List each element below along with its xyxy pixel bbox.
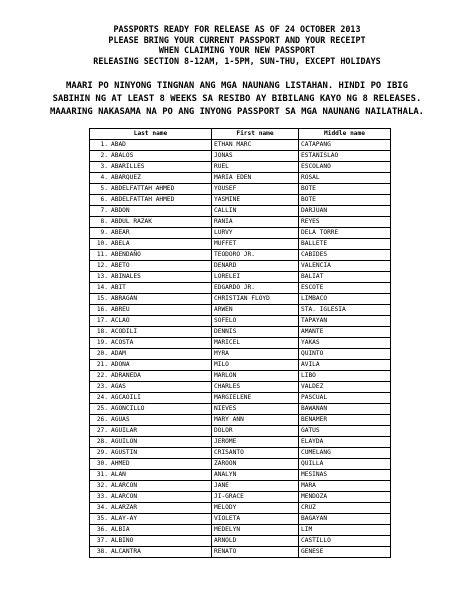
- last-name: ABAD: [111, 141, 126, 148]
- last-name-cell: [90, 514, 212, 525]
- first-name-cell: RUEL: [212, 162, 299, 173]
- first-name-cell: JONAS: [212, 151, 299, 162]
- last-name: ALBIA: [111, 526, 130, 533]
- table-row: [90, 349, 391, 360]
- table-row: [90, 470, 391, 481]
- last-name-cell: [90, 162, 212, 173]
- table-row: [90, 305, 391, 316]
- last-name: ABENDAÑO: [111, 251, 141, 258]
- first-name-cell: YOUSEF: [212, 184, 299, 195]
- middle-name-cell: LIM: [299, 525, 391, 536]
- last-name-cell: [90, 360, 212, 371]
- last-name: AGUAS: [111, 416, 130, 423]
- last-name: ADRANEDA: [111, 372, 141, 379]
- table-row: [90, 360, 391, 371]
- middle-name-cell: BOTE: [299, 184, 391, 195]
- first-name-cell: CHRISTIAN FLOYD: [212, 294, 299, 305]
- last-name: ALCANTRA: [111, 548, 141, 555]
- row-number: 30.: [96, 460, 108, 467]
- middle-name-cell: CUMELANG: [299, 448, 391, 459]
- last-name-cell: [90, 448, 212, 459]
- row-number: 1.: [100, 141, 108, 148]
- last-name: ABELA: [111, 240, 130, 247]
- last-name-cell: [90, 140, 212, 151]
- row-number: 2.: [100, 152, 108, 159]
- row-number: 36.: [96, 526, 108, 533]
- row-number: 7.: [100, 207, 108, 214]
- table-row: [90, 272, 391, 283]
- middle-name-cell: DELA TORRE: [299, 228, 391, 239]
- header-line-2: PLEASE BRING YOUR CURRENT PASSPORT AND YOUR RECEIPT: [108, 34, 366, 45]
- last-name-cell: [90, 404, 212, 415]
- last-name-cell: [90, 503, 212, 514]
- row-number: 34.: [96, 504, 108, 511]
- row-number: 20.: [96, 350, 108, 357]
- last-name-cell: [90, 151, 212, 162]
- last-name-cell: [90, 217, 212, 228]
- release-header: [0, 24, 474, 66]
- last-name: ABINALES: [111, 273, 141, 280]
- table-row: [90, 294, 391, 305]
- table-row: [90, 250, 391, 261]
- last-name: ABARQUEZ: [111, 174, 141, 181]
- first-name-cell: JANE: [212, 481, 299, 492]
- row-number: 29.: [96, 449, 108, 456]
- row-number: 12.: [96, 262, 108, 269]
- last-name: ABALOS: [111, 152, 134, 159]
- middle-name-cell: ELAYDA: [299, 437, 391, 448]
- last-name-cell: [90, 426, 212, 437]
- row-number: 32.: [96, 482, 108, 489]
- first-name-cell: MUFFET: [212, 239, 299, 250]
- table-row: [90, 162, 391, 173]
- row-number: 16.: [96, 306, 108, 313]
- row-number: 23.: [96, 383, 108, 390]
- row-number: 38.: [96, 548, 108, 555]
- first-name-cell: MARGIELENE: [212, 393, 299, 404]
- last-name: AGCAOILI: [111, 394, 141, 401]
- last-name-cell: [90, 437, 212, 448]
- first-name-cell: ETHAN MARC: [212, 140, 299, 151]
- first-name-cell: JEROME: [212, 437, 299, 448]
- last-name-cell: [90, 393, 212, 404]
- row-number: 4.: [100, 174, 108, 181]
- first-name-cell: MARY ANN: [212, 415, 299, 426]
- last-name: AGONCILLO: [111, 405, 145, 412]
- table-row: [90, 448, 391, 459]
- first-name-cell: MARICEL: [212, 338, 299, 349]
- row-number: 28.: [96, 438, 108, 445]
- table-row: [90, 316, 391, 327]
- table-row: [90, 404, 391, 415]
- first-name-cell: RANIA: [212, 217, 299, 228]
- first-name-cell: DENNIS: [212, 327, 299, 338]
- last-name-cell: [90, 261, 212, 272]
- last-name: ABRAGAN: [111, 295, 138, 302]
- last-name-cell: [90, 283, 212, 294]
- last-name-cell: [90, 481, 212, 492]
- last-name-cell: [90, 349, 212, 360]
- first-name-cell: ARNOLD: [212, 536, 299, 547]
- last-name-cell: [90, 338, 212, 349]
- table-row: [90, 184, 391, 195]
- last-name-cell: [90, 316, 212, 327]
- middle-name-cell: BAGAYAN: [299, 514, 391, 525]
- middle-name-cell: MARA: [299, 481, 391, 492]
- middle-name-cell: QUINTO: [299, 349, 391, 360]
- header-line-1: PASSPORTS READY FOR RELEASE AS OF 24 OCTOBER 2013: [113, 24, 361, 34]
- table-row: [90, 338, 391, 349]
- table-row: [90, 514, 391, 525]
- middle-name-cell: QUILLA: [299, 459, 391, 470]
- middle-name-cell: CRUZ: [299, 503, 391, 514]
- row-number: 14.: [96, 284, 108, 291]
- notice-line-2: SABIHIN NG AT LEAST 8 WEEKS SA RESIBO AY BIBILANG KAYO NG 8 RELEASES.: [52, 94, 422, 105]
- row-number: 5.: [100, 185, 108, 192]
- table-row: [90, 228, 391, 239]
- middle-name-cell: BENAMER: [299, 415, 391, 426]
- last-name-cell: [90, 250, 212, 261]
- passport-list-table: [89, 128, 391, 558]
- middle-name-cell: TAPAYAN: [299, 316, 391, 327]
- row-number: 15.: [96, 295, 108, 302]
- table-row: [90, 437, 391, 448]
- first-name-cell: JI-GRACE: [212, 492, 299, 503]
- table-row: [90, 503, 391, 514]
- last-name: ABETO: [111, 262, 130, 269]
- middle-name-cell: BOTE: [299, 195, 391, 206]
- middle-name-cell: MESINAS: [299, 470, 391, 481]
- first-name-cell: ZAROON: [212, 459, 299, 470]
- last-name-cell: [90, 294, 212, 305]
- table-row: [90, 140, 391, 151]
- last-name-cell: [90, 382, 212, 393]
- first-name-cell: MARLON: [212, 371, 299, 382]
- last-name-cell: [90, 470, 212, 481]
- middle-name-cell: MENDOZA: [299, 492, 391, 503]
- middle-name-cell: GENESE: [299, 547, 391, 558]
- table-row: [90, 536, 391, 547]
- table-row: [90, 371, 391, 382]
- first-name-cell: MILO: [212, 360, 299, 371]
- table-row: [90, 492, 391, 503]
- middle-name-cell: AMANTE: [299, 327, 391, 338]
- first-name-cell: LORELEI: [212, 272, 299, 283]
- row-number: 25.: [96, 405, 108, 412]
- first-name-cell: NIEVES: [212, 404, 299, 415]
- last-name: ABDELFATTAH AHMED: [111, 185, 175, 192]
- first-name-cell: DENARD: [212, 261, 299, 272]
- row-number: 10.: [96, 240, 108, 247]
- table-row: [90, 547, 391, 558]
- middle-name-cell: YAKAS: [299, 338, 391, 349]
- first-name-cell: ANALYN: [212, 470, 299, 481]
- table-row: [90, 393, 391, 404]
- last-name: ALAN: [111, 471, 126, 478]
- middle-name-cell: CASTILLO: [299, 536, 391, 547]
- last-name-cell: [90, 459, 212, 470]
- row-number: 35.: [96, 515, 108, 522]
- last-name: ABREU: [111, 306, 130, 313]
- header-line-3: WHEN CLAIMING YOUR NEW PASSPORT: [158, 45, 316, 56]
- last-name-cell: [90, 536, 212, 547]
- table-row: [90, 173, 391, 184]
- row-number: 18.: [96, 328, 108, 335]
- row-number: 11.: [96, 251, 108, 258]
- middle-name-cell: LIBO: [299, 371, 391, 382]
- column-header-last-name: Last name: [90, 129, 212, 140]
- last-name: ADAM: [111, 350, 126, 357]
- middle-name-cell: REYES: [299, 217, 391, 228]
- row-number: 31.: [96, 471, 108, 478]
- column-header-first-name: First name: [212, 129, 299, 140]
- last-name-cell: [90, 184, 212, 195]
- first-name-cell: MYRA: [212, 349, 299, 360]
- last-name-cell: [90, 173, 212, 184]
- first-name-cell: MEDELYN: [212, 525, 299, 536]
- table-row: [90, 217, 391, 228]
- middle-name-cell: ROSAL: [299, 173, 391, 184]
- middle-name-cell: ESCOLANO: [299, 162, 391, 173]
- middle-name-cell: BALIAT: [299, 272, 391, 283]
- first-name-cell: MARIA EDEN: [212, 173, 299, 184]
- table-row: [90, 206, 391, 217]
- last-name-cell: [90, 327, 212, 338]
- table-row: [90, 195, 391, 206]
- last-name: ALAY-AY: [111, 515, 138, 522]
- row-number: 33.: [96, 493, 108, 500]
- table-header-row: [90, 129, 391, 140]
- middle-name-cell: CATAPANG: [299, 140, 391, 151]
- table-row: [90, 481, 391, 492]
- last-name-cell: [90, 195, 212, 206]
- last-name: ABDON: [111, 207, 130, 214]
- middle-name-cell: PASCUAL: [299, 393, 391, 404]
- first-name-cell: DOLOR: [212, 426, 299, 437]
- row-number: 19.: [96, 339, 108, 346]
- last-name: ACOSTA: [111, 339, 134, 346]
- last-name: AGUILAR: [111, 427, 138, 434]
- last-name-cell: [90, 492, 212, 503]
- row-number: 3.: [100, 163, 108, 170]
- first-name-cell: VIOLETA: [212, 514, 299, 525]
- middle-name-cell: VALDEZ: [299, 382, 391, 393]
- last-name-cell: [90, 272, 212, 283]
- last-name: ABDUL RAZAK: [111, 218, 152, 225]
- table-row: [90, 283, 391, 294]
- last-name: ALARCON: [111, 493, 138, 500]
- last-name-cell: [90, 547, 212, 558]
- first-name-cell: RENATO: [212, 547, 299, 558]
- table-row: [90, 426, 391, 437]
- table-row: [90, 261, 391, 272]
- last-name: AGUILON: [111, 438, 138, 445]
- last-name-cell: [90, 228, 212, 239]
- first-name-cell: EDGARDO JR.: [212, 283, 299, 294]
- middle-name-cell: ESTANISLAO: [299, 151, 391, 162]
- first-name-cell: LURVY: [212, 228, 299, 239]
- last-name: ABEAR: [111, 229, 130, 236]
- header-line-4: RELEASING SECTION 8-12AM, 1-5PM, SUN-THU, EXCEPT HOLIDAYS: [93, 55, 381, 66]
- last-name: ABIT: [111, 284, 126, 291]
- row-number: 37.: [96, 537, 108, 544]
- row-number: 22.: [96, 372, 108, 379]
- row-number: 6.: [100, 196, 108, 203]
- middle-name-cell: STA. IGLESIA: [299, 305, 391, 316]
- last-name: ACODILI: [111, 328, 138, 335]
- last-name-cell: [90, 305, 212, 316]
- table-row: [90, 151, 391, 162]
- middle-name-cell: CABIDES: [299, 250, 391, 261]
- table-row: [90, 382, 391, 393]
- last-name: ALBINO: [111, 537, 134, 544]
- last-name-cell: [90, 525, 212, 536]
- notice-line-3: MAAARING NAKASAMA NA PO ANG INYONG PASSPORT SA MGA NAUNANG NAILATHALA.: [49, 107, 425, 118]
- last-name-cell: [90, 371, 212, 382]
- first-name-cell: YASMINE: [212, 195, 299, 206]
- last-name: ABARILLES: [111, 163, 145, 170]
- last-name: ABDELFATTAH AHMED: [111, 196, 175, 203]
- notice-paragraph: [0, 80, 474, 120]
- last-name: AGAS: [111, 383, 126, 390]
- column-header-middle-name: Middle name: [299, 129, 391, 140]
- last-name: AHMED: [111, 460, 130, 467]
- first-name-cell: MELODY: [212, 503, 299, 514]
- last-name-cell: [90, 239, 212, 250]
- row-number: 17.: [96, 317, 108, 324]
- row-number: 13.: [96, 273, 108, 280]
- row-number: 21.: [96, 361, 108, 368]
- last-name: ALARZAR: [111, 504, 138, 511]
- last-name: AGUSTIN: [111, 449, 138, 456]
- row-number: 24.: [96, 394, 108, 401]
- middle-name-cell: ESCOTE: [299, 283, 391, 294]
- table-row: [90, 525, 391, 536]
- first-name-cell: CHARLES: [212, 382, 299, 393]
- row-number: 27.: [96, 427, 108, 434]
- last-name: ADONA: [111, 361, 130, 368]
- row-number: 8.: [100, 218, 108, 225]
- middle-name-cell: AVILA: [299, 360, 391, 371]
- middle-name-cell: LIMBACO: [299, 294, 391, 305]
- row-number: 9.: [100, 229, 108, 236]
- table-row: [90, 459, 391, 470]
- table-row: [90, 327, 391, 338]
- last-name-cell: [90, 206, 212, 217]
- table-row: [90, 415, 391, 426]
- middle-name-cell: VALENCIA: [299, 261, 391, 272]
- first-name-cell: CRISANTO: [212, 448, 299, 459]
- first-name-cell: ARWEN: [212, 305, 299, 316]
- middle-name-cell: DARJUAN: [299, 206, 391, 217]
- first-name-cell: TEODORO JR.: [212, 250, 299, 261]
- row-number: 26.: [96, 416, 108, 423]
- first-name-cell: SOFELO: [212, 316, 299, 327]
- middle-name-cell: BALLETE: [299, 239, 391, 250]
- notice-line-1: MAARI PO NINYONG TINGNAN ANG MGA NAUNANG LISTAHAN. HINDI PO IBIG: [66, 81, 408, 91]
- last-name: ALARCON: [111, 482, 138, 489]
- table-body: [90, 140, 391, 558]
- last-name: ACLAO: [111, 317, 130, 324]
- last-name-cell: [90, 415, 212, 426]
- first-name-cell: CALLIN: [212, 206, 299, 217]
- table-row: [90, 239, 391, 250]
- middle-name-cell: GATUS: [299, 426, 391, 437]
- middle-name-cell: BAWANAN: [299, 404, 391, 415]
